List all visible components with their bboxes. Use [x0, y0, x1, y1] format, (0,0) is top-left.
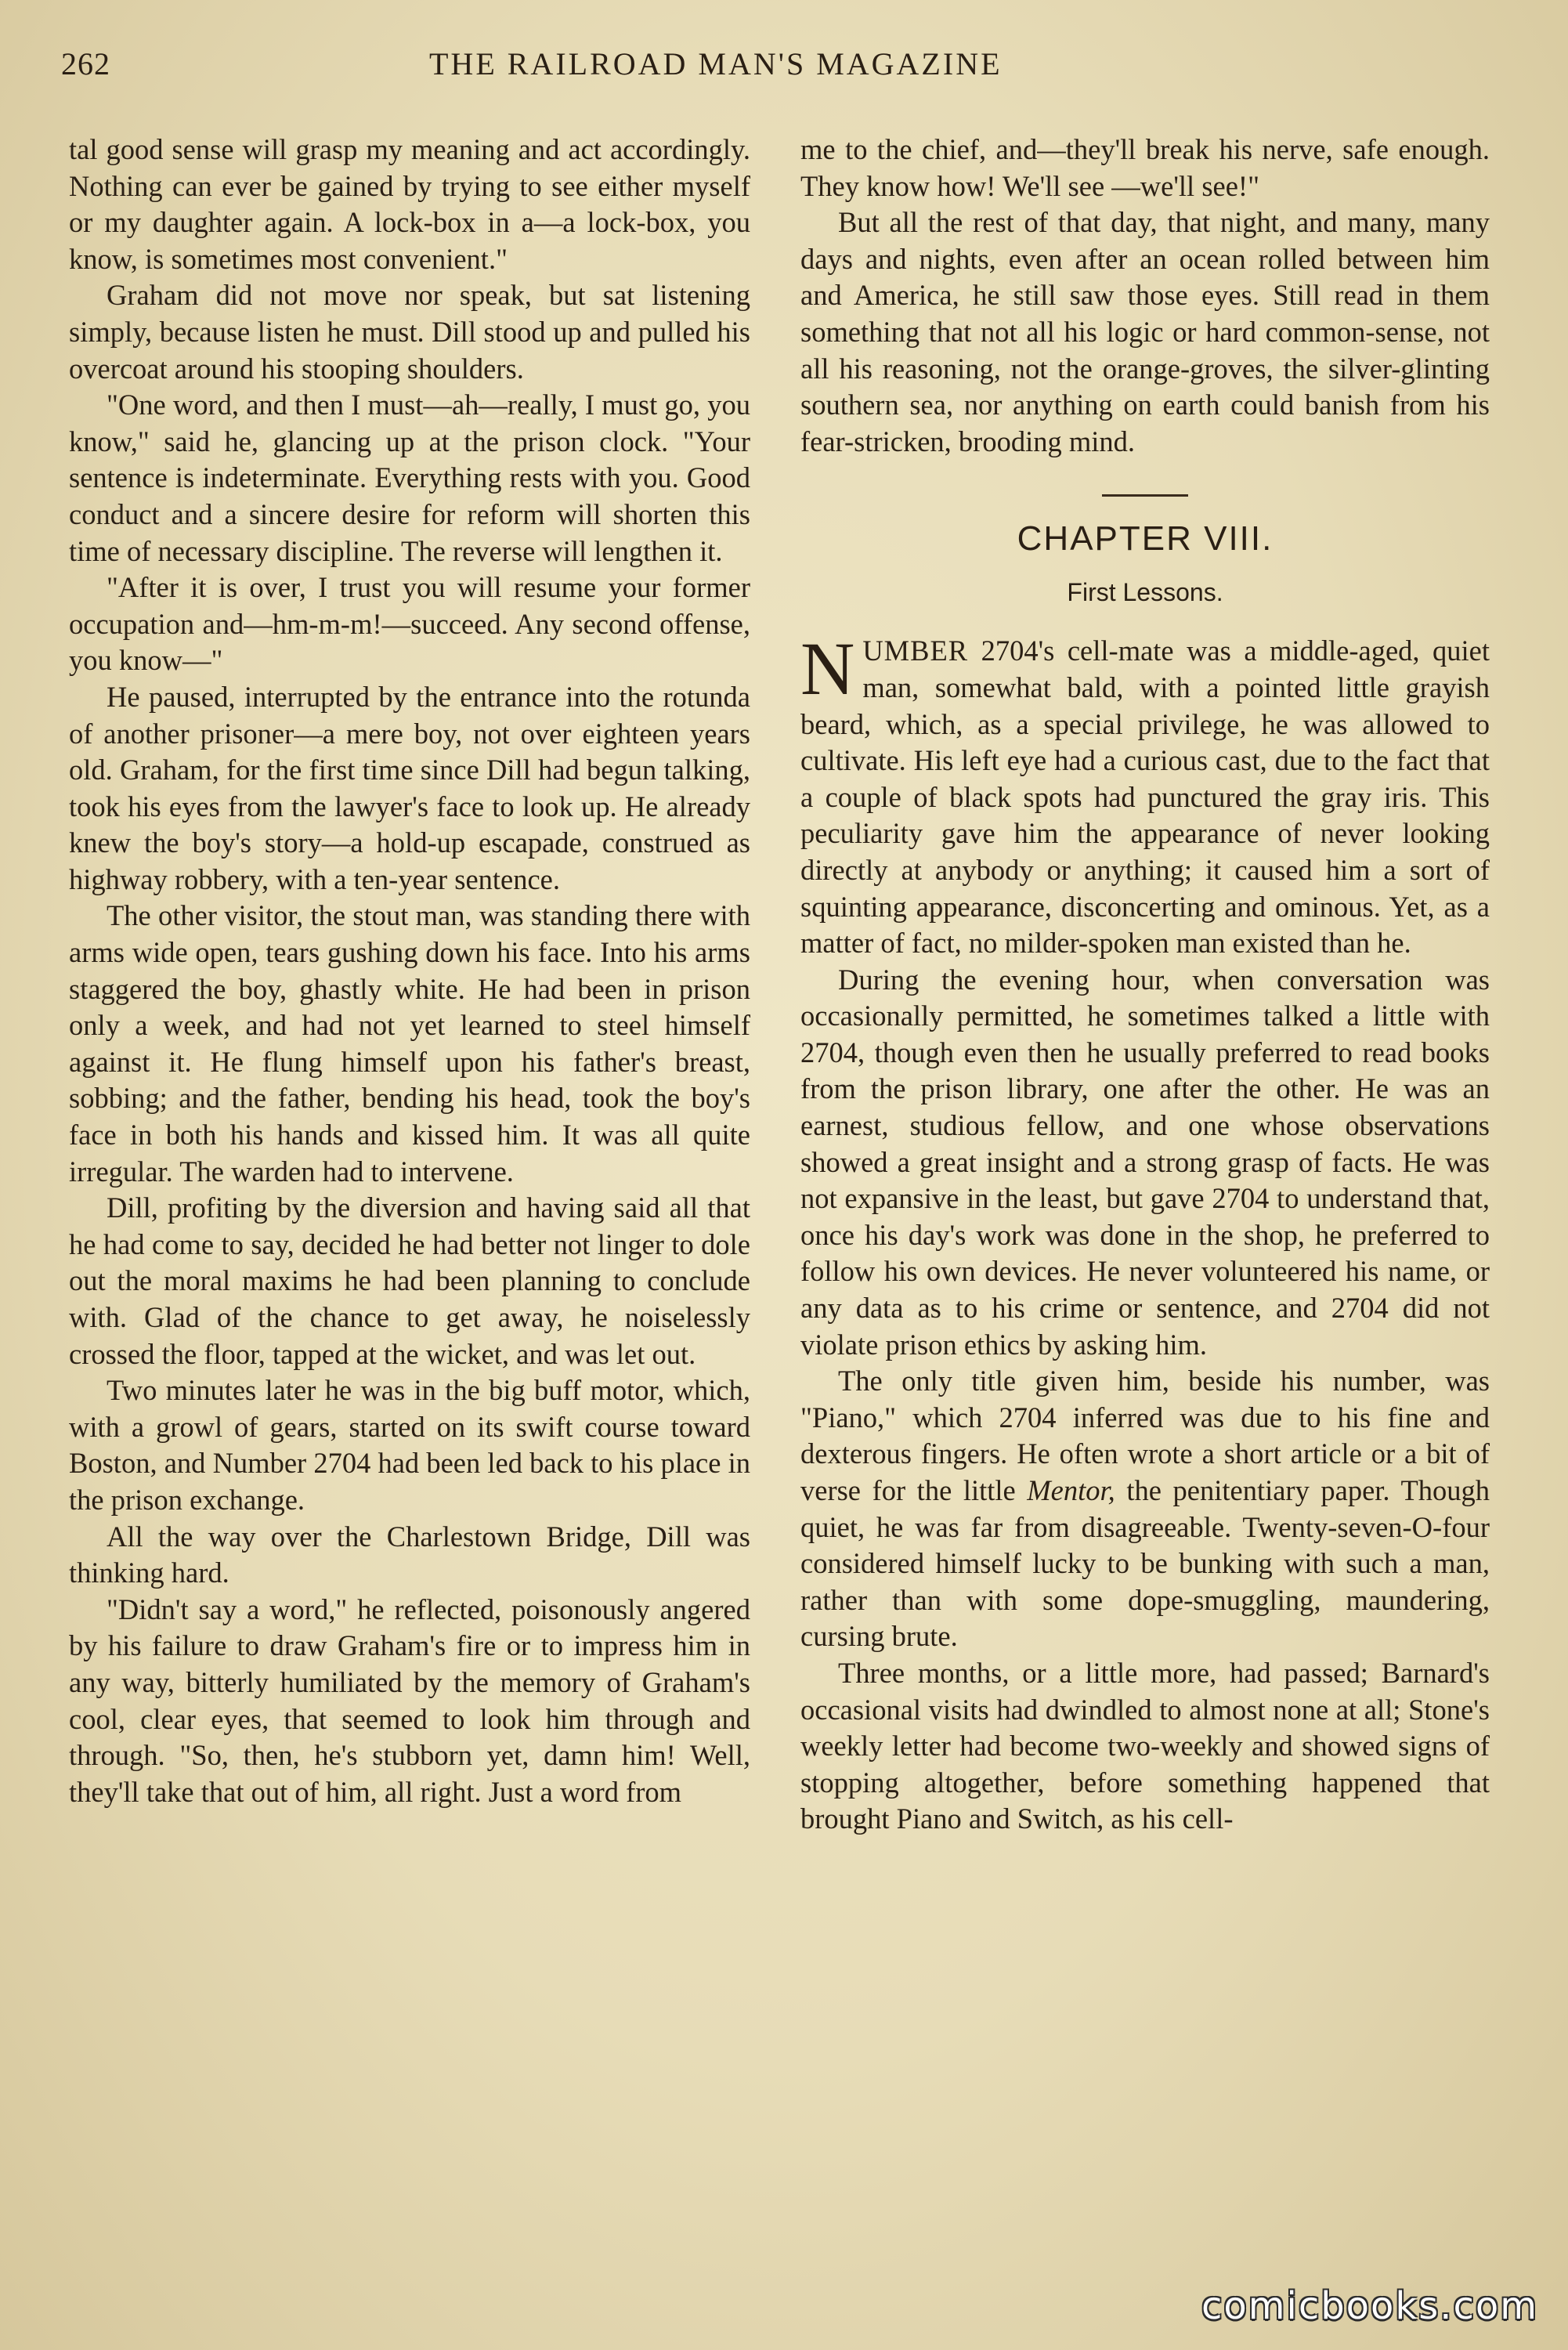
watermark: comicbooks.com: [1201, 2284, 1538, 2328]
chapter-title: CHAPTER VIII.: [1017, 519, 1274, 559]
opening-paragraph-text: 2704's cell-mate was a middle-aged, quiet man, somewhat bald, with a pointed little grayish beard, which, as a special privilege, he was allowed to cultivate. His left eye had a curious cast, due to the fact that a couple of black spots had punctured the gray iris. This peculiarity gave him the appearance of never looking directly at anybody or anything; it caused him a sort of squinting appearance, disconcerting and ominous. Yet, as a matter of fact, no milder-spoken man existed than he.: [800, 634, 1490, 960]
paragraph: [800, 1363, 1490, 1655]
paragraph-text: The only title given him, beside his number, was "Piano," which 2704 inferred was due to his fine and dexterous fingers. He often wrote a short article or a bit of verse for the little: [800, 1365, 1490, 1506]
paragraph: During the evening hour, when conversation was occasionally permitted, he sometimes talked a little with 2704, though even then he usually preferred to read books from the prison library, one after the other. He was an earnest, studious fellow, and one whose observations showed a great insight and a strong grasp of facts. He was not expansive in the least, but gave 2704 to understand that, once his day's work was done in the shop, he preferred to follow his own devices. He never volunteered his name, or any data as to his crime or sentence, and 2704 did not violate prison ethics by asking him.: [800, 963, 1490, 1361]
paragraph: He paused, interrupted by the entrance into the rotunda of another prisoner—a mere boy, not over eighteen years old. Graham, for the first time since Dill had begun talking, took his eyes from the lawyer's face to look up. He already knew the boy's story—a hold-up escapade, construed as highway robbery, with a ten-year sentence.: [69, 680, 750, 895]
newspaper-title: Mentor,: [1027, 1474, 1115, 1506]
drop-cap: N: [800, 627, 855, 711]
lead-in-text: UMBER: [862, 634, 969, 667]
paragraph: The other visitor, the stout man, was standing there with arms wide open, tears gushing down his face. Into his arms staggered the boy, ghastly white. He had been in prison only a week, and had not yet learned to steel himself against it. He flung himself upon his father's breast, sobbing; and the father, bending his head, took the boy's face in both his hands and kissed him. It was all quite irregular. The warden had to intervene.: [69, 899, 750, 1188]
paragraph: "Didn't say a word," he reflected, poisonously angered by his failure to draw Graham's fire or to impress him in any way, bitterly humiliated by the memory of Graham's cool, clear eyes, that seemed to look him through and through. "So, then, he's stubborn yet, damn him! Well, they'll take that out of him, all right. Just a word from: [69, 1593, 750, 1808]
paragraph-text: the penitentiary paper. Though quiet, he was far from disagreeable. Twenty-seven-O-four considered himself lucky to be bunking with such a man, rather than with some dope-smuggling, maundering, cursing brute.: [800, 1474, 1490, 1653]
page-number: 262: [61, 46, 110, 81]
paragraph: "One word, and then I must—ah—really, I must go, you know," said he, glancing up at the prison clock. "Your sentence is indeterminate. Everything rests with you. Good conduct and a sincere desire for reform will shorten this time of necessary discipline. The reverse will lengthen it.: [69, 389, 750, 567]
paragraph: Two minutes later he was in the big buff motor, which, with a growl of gears, started on its swift course toward Boston, and Number 2704 had been led back to his place in the prison exchange.: [69, 1374, 750, 1516]
page-header: [61, 45, 1490, 92]
chapter-opening-paragraph: [800, 627, 1490, 961]
paragraph: All the way over the Charlestown Bridge, Dill was thinking hard.: [69, 1520, 750, 1589]
left-column: [69, 132, 750, 1810]
right-column: [800, 132, 1490, 1838]
paragraph: But all the rest of that day, that night, and many, many days and nights, even after an ocean rolled between him and America, he still saw those eyes. Still read in them something that not all his logic or hard common-sense, not all his reasoning, not the orange-groves, the silver-glinting southern sea, nor anything on earth could banish from his fear-stricken, brooding mind.: [800, 206, 1490, 457]
section-divider: [1102, 494, 1188, 497]
paragraph: Graham did not move nor speak, but sat listening simply, because listen he must. Dill stood up and pulled his overcoat around his stooping shoulders.: [69, 279, 750, 385]
running-head: THE RAILROAD MAN'S MAGAZINE: [429, 46, 1003, 81]
paragraph: Dill, profiting by the diversion and having said all that he had come to say, decided he had better not linger to dole out the moral maxims he had been planning to conclude with. Glad of the chance to get away, he noiselessly crossed the floor, tapped at the wicket, and was let out.: [69, 1191, 750, 1370]
paragraph: me to the chief, and—they'll break his nerve, safe enough. They know how! We'll see —we'll see!": [800, 133, 1490, 202]
chapter-subtitle: First Lessons.: [1067, 578, 1223, 607]
paragraph: Three months, or a little more, had passed; Barnard's occasional visits had dwindled to almost none at all; Stone's weekly letter had become two-weekly and showed signs of stopping altogether, before something happened that brought Piano and Switch, as his cell-: [800, 1656, 1490, 1835]
paragraph: tal good sense will grasp my meaning and act accordingly. Nothing can ever be gained by trying to see either myself or my daughter again. A lock-box in a—a lock-box, you know, is sometimes most convenient.": [69, 133, 750, 275]
paragraph: "After it is over, I trust you will resume your former occupation and—hm-m-m!—succeed. Any second offense, you know—": [69, 571, 750, 677]
